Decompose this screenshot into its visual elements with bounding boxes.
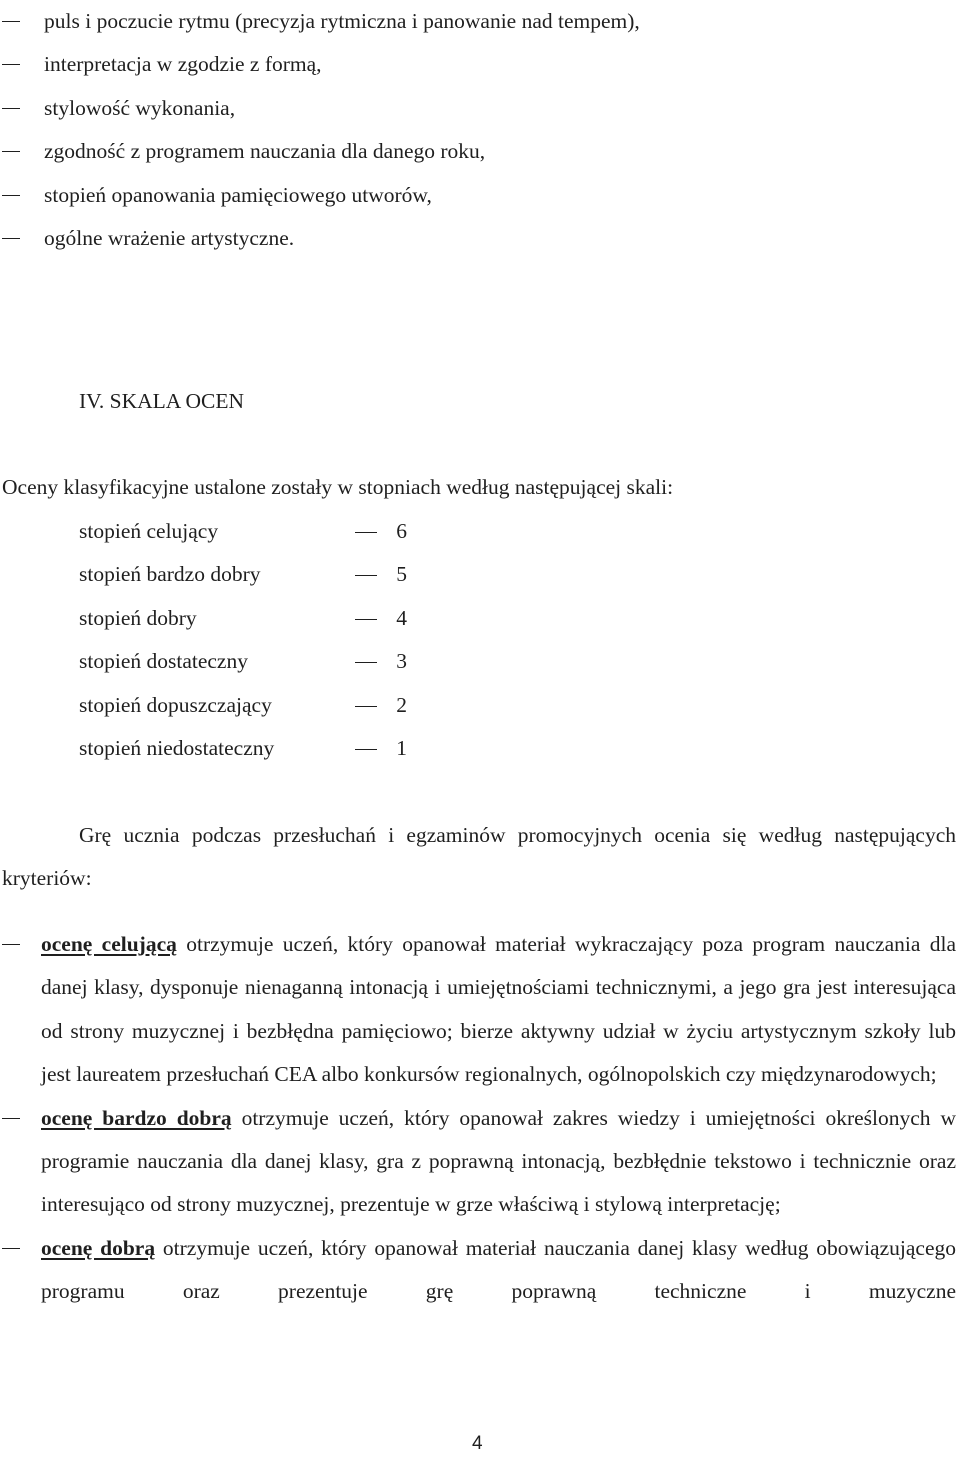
dash-bullet: [2, 108, 20, 109]
list-item-text: zgodność z programem nauczania dla danego roku,: [44, 139, 486, 164]
list-item-text: interpretacja w zgodzie z formą,: [44, 52, 322, 77]
dash-bullet: [2, 21, 20, 22]
grade-value: 1: [396, 735, 407, 760]
list-item: [0, 217, 960, 260]
page-number: 4: [472, 1433, 483, 1454]
criterion-term: ocenę celującą: [41, 932, 177, 956]
assessment-elements-list: [0, 0, 960, 260]
dash-bullet: [2, 1118, 20, 1119]
criterion-text: otrzymuje uczeń, który opanował materiał wykraczający poza program nauczania dla danej klasy, dysponuje nienaganną intonacją i umiejętnościami technicznymi, a jego gra jest interesująca od strony muzycznej i bezbłędna pamięciowo; bierze aktywny udział w życiu artystycznym szkoły lub jest laureatem przesłuchań CEA albo konkursów regionalnych, ogólnopolskich czy międzynarodowych;: [41, 932, 957, 1087]
criterion-item: [0, 1097, 956, 1227]
criterion-text: otrzymuje uczeń, który opanował zakres wiedzy i umiejętności określonych w programie nauczania dla danej klasy, gra z poprawną intonacją, bezbłędnie tekstowo i technicznie oraz interesująco od strony muzycznej, prezentuje w grze właściwą i stylową interpretację;: [41, 1105, 957, 1217]
criterion-item: [0, 1227, 956, 1314]
dash-bullet: [2, 1248, 20, 1249]
grade-name: stopień dostateczny: [79, 649, 248, 674]
grade-value: 4: [396, 605, 407, 630]
criterion-item: [0, 923, 956, 1097]
grade-value: 5: [396, 562, 407, 587]
dash-bullet: [2, 944, 20, 945]
grade-row: [79, 597, 419, 640]
grade-value: 6: [396, 519, 407, 543]
dash-separator: [355, 619, 377, 620]
grade-value: 3: [396, 649, 407, 674]
grade-name: stopień celujący: [79, 519, 219, 543]
dash-bullet: [2, 238, 20, 239]
criterion-text: otrzymuje uczeń, który opanował materiał nauczania danej klasy według obowiązującego programu oraz prezentuje grę poprawną techniczne i muzyczne: [41, 1235, 956, 1304]
criteria-intro: Grę ucznia podczas przesłuchań i egzaminów promocyjnych ocenia się według następujących kryteriów:: [2, 823, 956, 891]
list-item: [0, 130, 960, 173]
grade-name: stopień bardzo dobry: [79, 562, 261, 587]
grade-row: [79, 727, 419, 770]
list-item-text: stopień opanowania pamięciowego utworów,: [44, 182, 432, 207]
dash-separator: [355, 662, 377, 663]
dash-bullet: [2, 151, 20, 152]
grade-name: stopień dobry: [79, 605, 197, 630]
section-heading: IV. SKALA OCEN: [79, 389, 245, 413]
list-item: [0, 0, 960, 43]
list-item: [0, 174, 960, 217]
list-item: [0, 43, 960, 86]
list-item-text: ogólne wrażenie artystyczne.: [44, 225, 295, 250]
criterion-term: ocenę dobrą: [41, 1235, 156, 1260]
list-item-text: stylowość wykonania,: [44, 95, 236, 120]
dash-separator: [355, 706, 377, 707]
grade-name: stopień niedostateczny: [79, 735, 275, 760]
grading-scale-intro: Oceny klasyfikacyjne ustalone zostały w stopniach według następującej skali:: [2, 475, 674, 499]
dash-separator: [355, 532, 377, 533]
criteria-list: [0, 923, 956, 1314]
dash-separator: [355, 575, 377, 576]
grade-row: [79, 640, 419, 683]
list-item-text: puls i poczucie rytmu (precyzja rytmiczna i panowanie nad tempem),: [44, 9, 640, 33]
grading-scale-table: [79, 510, 419, 770]
grade-value: 2: [396, 692, 407, 717]
grade-row: [79, 510, 419, 553]
dash-bullet: [2, 64, 20, 65]
criterion-term: ocenę bardzo dobrą: [41, 1105, 232, 1130]
grade-row: [79, 553, 419, 596]
grade-name: stopień dopuszczający: [79, 692, 272, 717]
list-item: [0, 87, 960, 130]
grade-row: [79, 684, 419, 727]
dash-separator: [355, 749, 377, 750]
dash-bullet: [2, 195, 20, 196]
